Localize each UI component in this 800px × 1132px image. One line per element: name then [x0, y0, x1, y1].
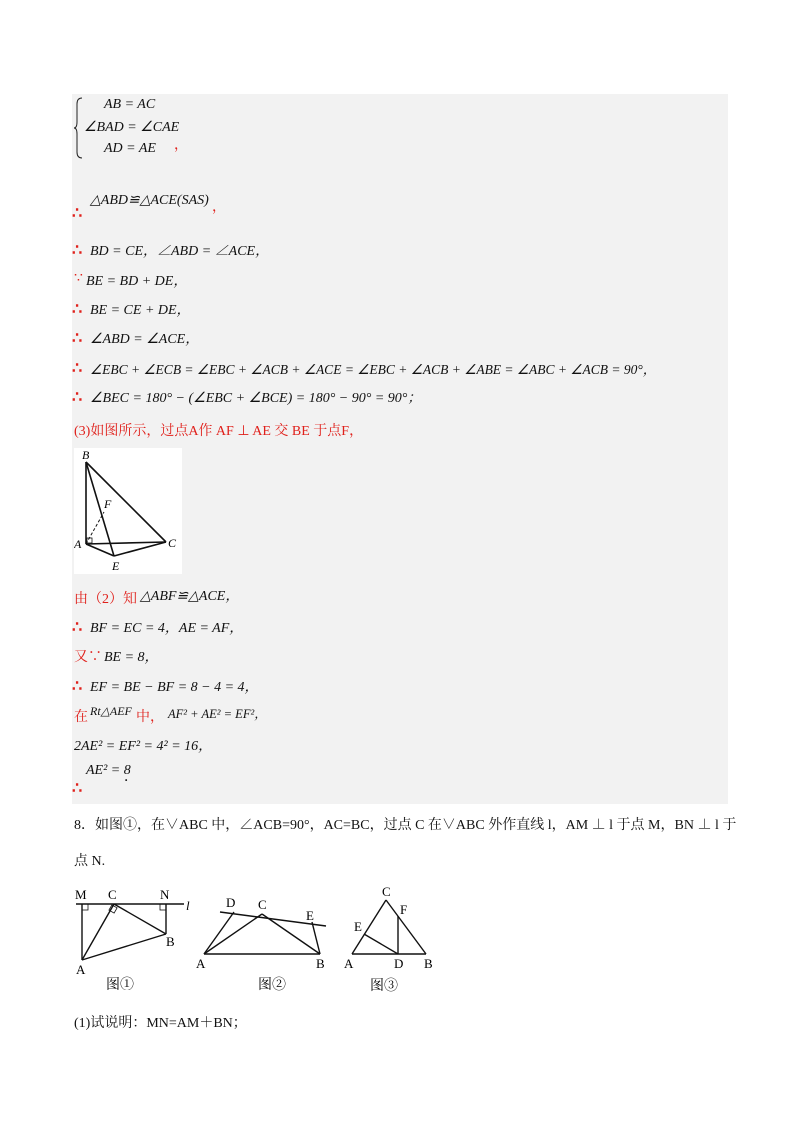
therefore-symbol: ∴: [72, 301, 83, 318]
p3-line-5-mid: 中，: [136, 710, 164, 725]
congruence-statement: △ABD≌△ACE(SAS): [90, 193, 209, 208]
therefore-symbol: ∴: [72, 330, 83, 347]
system-brace: [74, 96, 84, 160]
fig3-label-F: F: [400, 902, 408, 917]
fig3-label-B: B: [424, 956, 433, 971]
fig2-label-A: A: [196, 956, 206, 971]
fig3-label-A: A: [344, 956, 354, 971]
fig1-label-l: l: [186, 898, 190, 913]
figure-caption-1: 图①: [106, 978, 134, 990]
p3-line-2: BF = EC = 4，AE = AF，: [90, 621, 244, 636]
therefore-symbol: ∴: [72, 242, 83, 259]
system-line-3: AD = AE: [104, 141, 156, 156]
figure-3: [340, 884, 440, 992]
solution-line-2: BE = BD + DE，: [86, 274, 188, 289]
fig-label-A: A: [74, 537, 82, 551]
fig-label-B: B: [82, 448, 90, 462]
p3-line-5-lead: 在: [74, 710, 88, 725]
p3-line-7-dot: ．: [124, 770, 138, 785]
fig2-label-D: D: [226, 895, 236, 910]
question8-part1: (1)试说明：MN=AM＋BN；: [74, 1016, 247, 1031]
p3-line-1-lead: 由（2）知: [74, 592, 137, 607]
therefore-symbol: ∴: [72, 619, 83, 636]
system-line-2: ∠BAD = ∠CAE: [84, 120, 180, 135]
fig2-label-B: B: [316, 956, 325, 971]
fig1-label-C: C: [108, 887, 117, 902]
therefore-symbol: ∴: [72, 678, 83, 695]
p3-line-3: BE = 8，: [104, 650, 159, 665]
p3-line-4: EF = BE − BF = 8 − 4 = 4，: [90, 680, 259, 695]
fig-label-E: E: [112, 559, 120, 573]
therefore-symbol: ∴: [72, 389, 83, 406]
solution-line-5: ∠EBC + ∠ECB = ∠EBC + ∠ACB + ∠ACE = ∠EBC + ∠ACB + ∠ABE = ∠ABC + ∠ACB = 90°，: [90, 362, 657, 377]
solution-line-6: ∠BEC = 180° − (∠EBC + ∠BCE) = 180° − 90° = 90°；: [90, 391, 422, 406]
figure-caption-2: 图②: [258, 978, 286, 992]
figure-1: [72, 886, 196, 990]
p3-line-5-triangle: Rt△AEF: [90, 704, 132, 718]
solution-line-4: ∠ABD = ∠ACE，: [90, 332, 200, 347]
question8-line2: 点 N.: [74, 854, 106, 869]
system-comma: ，: [174, 138, 188, 153]
congruence-comma: ，: [212, 200, 226, 215]
fig1-label-N: N: [160, 887, 170, 902]
fig3-label-C: C: [382, 884, 391, 899]
fig-label-F: F: [104, 497, 112, 511]
p3-line-7: AE² = 8: [86, 763, 131, 778]
fig2-label-C: C: [258, 897, 267, 912]
figure-caption-3: 图③: [370, 979, 398, 992]
system-line-1: AB = AC: [104, 97, 156, 112]
fig1-label-A: A: [76, 962, 86, 977]
solution-line-1: BD = CE，∠ABD = ∠ACE，: [90, 244, 270, 259]
question8-line1: 8．如图①，在∨ABC 中，∠ACB=90°，AC=BC，过点 C 在∨ABC 外作直线 l，AM ⊥ l 于点 M，BN ⊥ l 于: [74, 818, 737, 833]
figure-2: [192, 892, 332, 992]
fig1-label-M: M: [75, 887, 87, 902]
therefore-symbol: ∴: [72, 780, 83, 797]
fig-label-C: C: [168, 536, 177, 550]
therefore-symbol: ∴: [72, 205, 83, 222]
p3-line-3-lead: 又∵: [74, 650, 102, 665]
fig3-label-E: E: [354, 919, 362, 934]
p3-line-6: 2AE² = EF² = 4² = 16，: [74, 739, 213, 754]
fig3-label-D: D: [394, 956, 404, 971]
fig2-label-E: E: [306, 908, 314, 923]
part3-figure: [74, 448, 182, 574]
because-symbol: ∵: [74, 271, 83, 286]
p3-line-5: AF² + AE² = EF²，: [168, 707, 267, 721]
therefore-symbol: ∴: [72, 360, 83, 377]
fig1-label-B: B: [166, 934, 175, 949]
part3-heading: (3)如图所示，过点A作 AF ⊥ AE 交 BE 于点F，: [74, 424, 364, 439]
p3-line-1: △ABF≌△ACE，: [140, 589, 240, 604]
solution-line-3: BE = CE + DE，: [90, 303, 191, 318]
